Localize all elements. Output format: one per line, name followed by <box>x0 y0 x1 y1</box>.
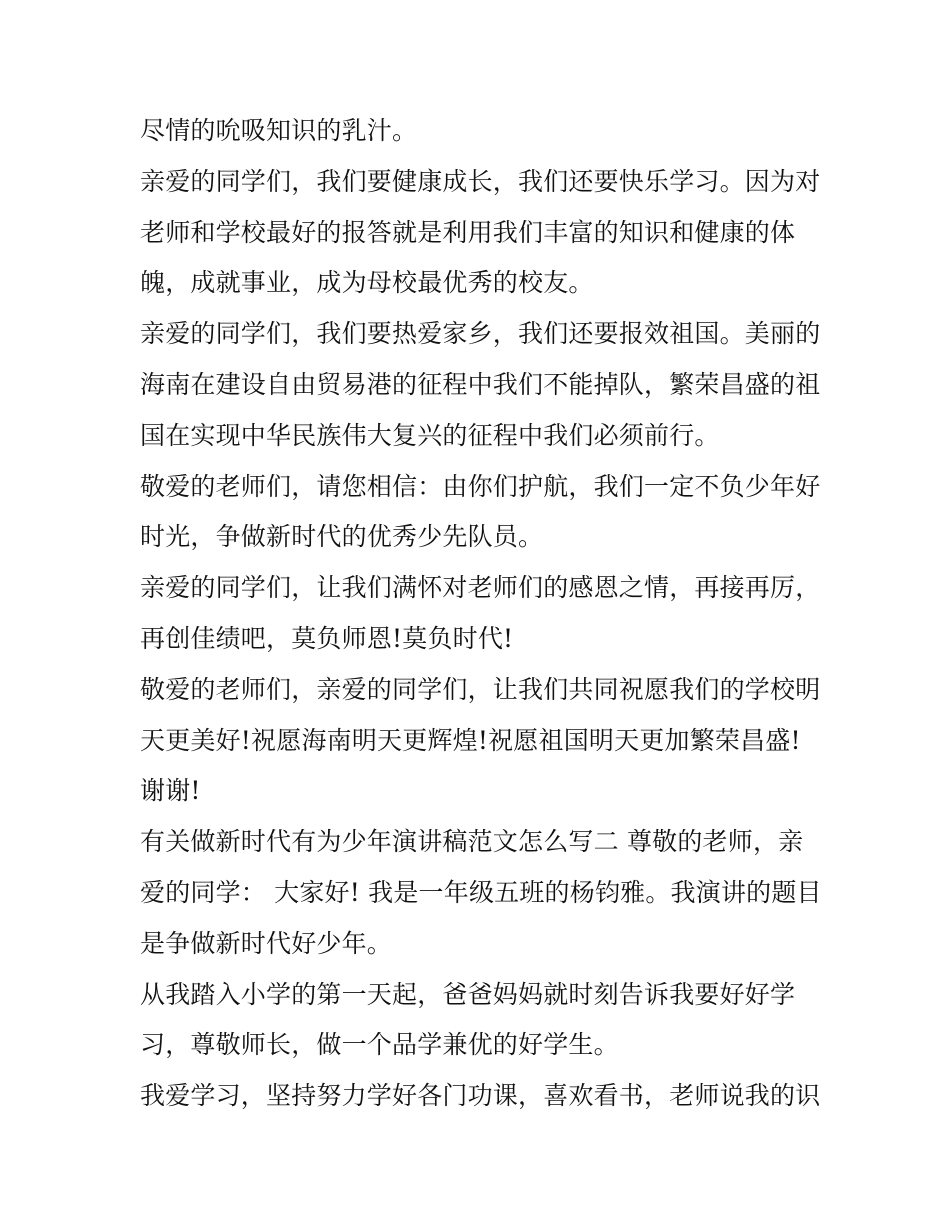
text-line: 敬爱的老师们，请您相信：由你们护航，我们一定不负少年好 <box>140 471 821 501</box>
text-line: 尽情的吮吸知识的乳汁。 <box>140 116 418 145</box>
text-line: 我爱学习，坚持努力学好各门功课，喜欢看书，老师说我的识 <box>140 1081 821 1111</box>
text-line: 敬爱的老师们，亲爱的同学们，让我们共同祝愿我们的学校明 <box>140 674 821 704</box>
text-line: 亲爱的同学们，我们要健康成长，我们还要快乐学习。因为对 <box>140 166 821 196</box>
text-line: 魄，成就事业，成为母校最优秀的校友。 <box>140 268 594 298</box>
document-body <box>140 106 820 1122</box>
text-line: 老师和学校最好的报答就是利用我们丰富的知识和健康的体 <box>140 217 796 247</box>
text-line: 习，尊敬师长，做一个品学兼优的好学生。 <box>140 1030 619 1060</box>
text-line: 海南在建设自由贸易港的征程中我们不能掉队，繁荣昌盛的祖 <box>140 369 821 399</box>
text-line: 亲爱的同学们，让我们满怀对老师们的感恩之情，再接再厉， <box>140 573 821 603</box>
text-line: 谢谢! <box>140 776 201 806</box>
text-line: 国在实现中华民族伟大复兴的征程中我们必须前行。 <box>140 420 720 450</box>
text-line: 爱的同学： 大家好! 我是一年级五班的杨钧雅。我演讲的题目 <box>140 877 822 907</box>
text-line: 再创佳绩吧，莫负师恩!莫负时代! <box>140 623 514 653</box>
text-line: 亲爱的同学们，我们要热爱家乡，我们还要报效祖国。美丽的 <box>140 319 821 349</box>
text-line: 有关做新时代有为少年演讲稿范文怎么写二 尊敬的老师，亲 <box>140 827 804 857</box>
text-line: 时光，争做新时代的优秀少先队员。 <box>140 522 544 552</box>
text-line: 从我踏入小学的第一天起，爸爸妈妈就时刻告诉我要好好学 <box>140 979 796 1009</box>
text-line: 天更美好!祝愿海南明天更辉煌!祝愿祖国明天更加繁荣昌盛! <box>140 725 801 755</box>
text-line: 是争做新时代好少年。 <box>140 928 393 958</box>
